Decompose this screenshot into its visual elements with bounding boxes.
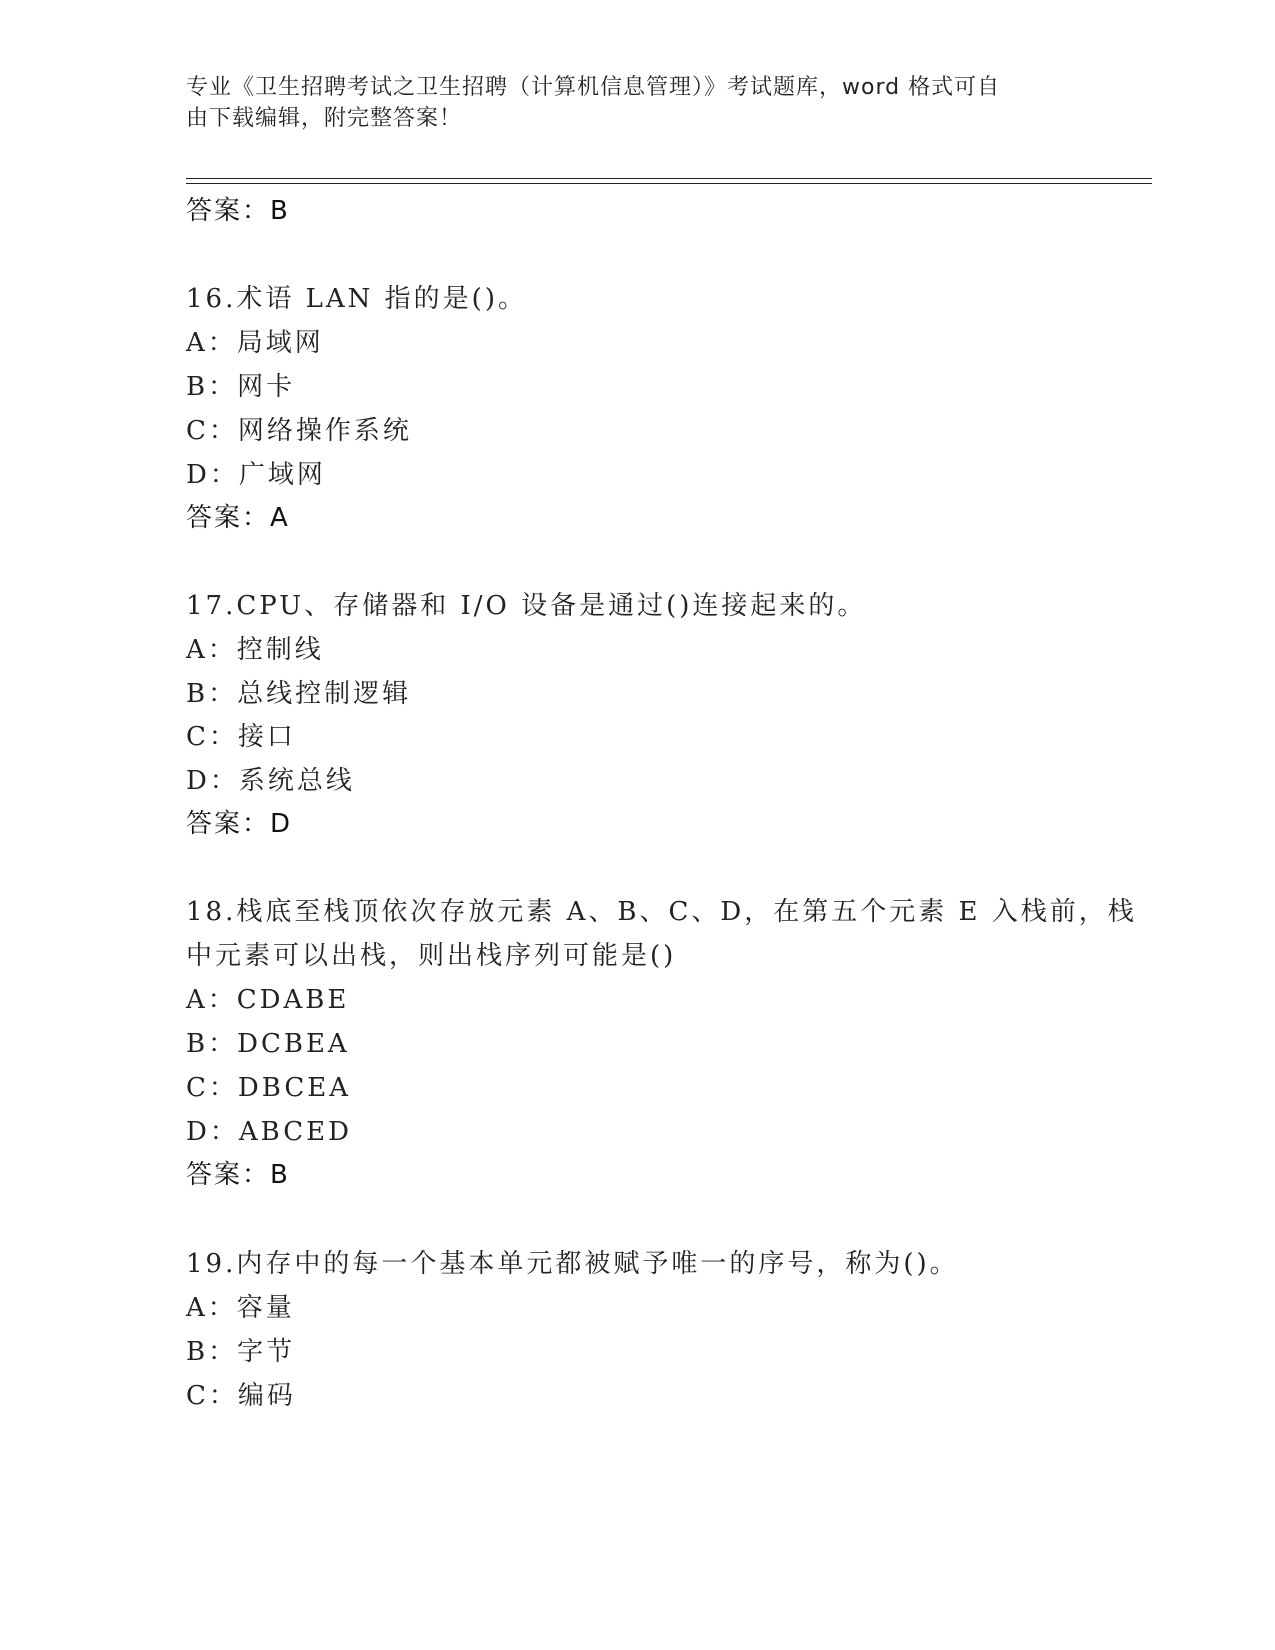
question-19-option-c: C：编码	[186, 1381, 296, 1411]
question-18-stem-line-1: 18.栈底至栈顶依次存放元素 A、B、C、D，在第五个元素 E 入栈前，栈	[186, 897, 1137, 927]
header-rule-top	[186, 178, 1152, 179]
question-16-option-c: C：网络操作系统	[186, 416, 412, 446]
question-16-stem: 16.术语 LAN 指的是()。	[186, 284, 527, 314]
question-19-option-b: B：字节	[186, 1337, 296, 1367]
question-18-stem-line-2: 中元素可以出栈，则出栈序列可能是()	[186, 941, 677, 971]
question-16-option-b: B：网卡	[186, 372, 296, 402]
question-16-answer: 答案：A	[186, 503, 290, 533]
question-17-answer: 答案：D	[186, 809, 293, 839]
document-header	[186, 72, 1066, 134]
question-17-option-a: A：控制线	[186, 635, 324, 665]
question-17-stem: 17.CPU、存储器和 I/O 设备是通过()连接起来的。	[186, 591, 867, 621]
question-17-option-c: C：接口	[186, 722, 296, 752]
question-18-option-b: B：DCBEA	[186, 1029, 350, 1059]
answer-previous: 答案：B	[186, 196, 290, 226]
question-18-answer: 答案：B	[186, 1160, 290, 1190]
header-line-1: 专业《卫生招聘考试之卫生招聘（计算机信息管理）》考试题库，word 格式可自	[186, 75, 1001, 100]
question-17-option-b: B：总线控制逻辑	[186, 679, 412, 709]
question-18-option-a: A：CDABE	[186, 985, 350, 1015]
question-16-option-d: D：广域网	[186, 460, 326, 490]
question-16-option-a: A：局域网	[186, 328, 324, 358]
question-18-option-d: D：ABCED	[186, 1117, 352, 1147]
question-18-option-c: C：DBCEA	[186, 1073, 351, 1103]
header-rule-bottom	[186, 183, 1152, 184]
question-19-option-a: A：容量	[186, 1293, 295, 1323]
question-19-stem: 19.内存中的每一个基本单元都被赋予唯一的序号，称为()。	[186, 1249, 959, 1279]
question-17-option-d: D：系统总线	[186, 766, 355, 796]
header-line-2: 由下载编辑，附完整答案！	[186, 106, 463, 131]
